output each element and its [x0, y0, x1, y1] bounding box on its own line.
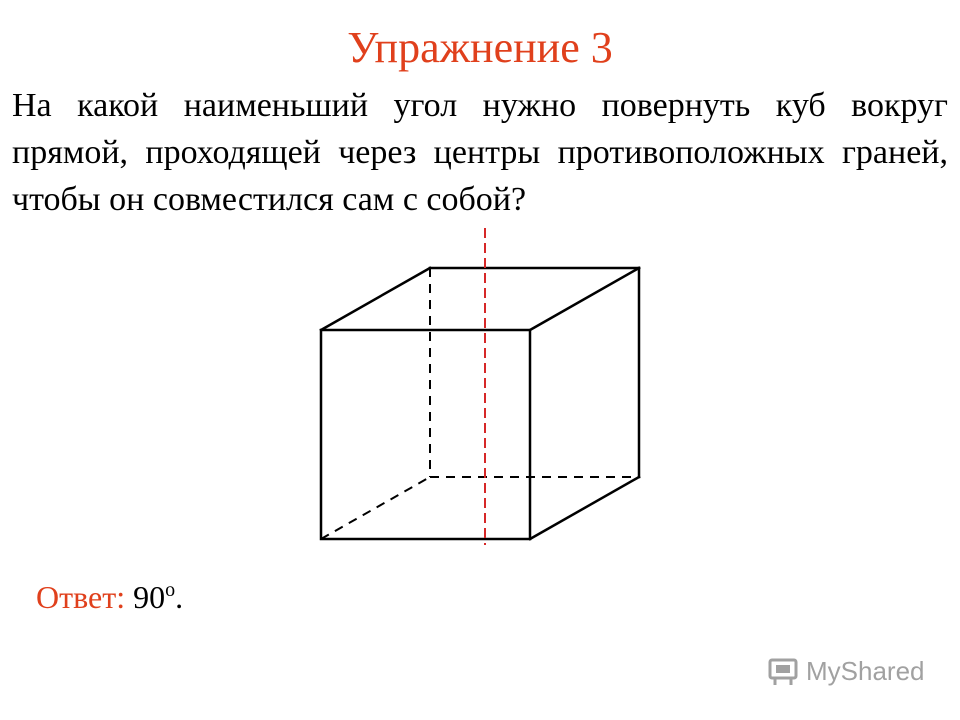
answer-degree-sign: o	[165, 579, 176, 601]
watermark	[766, 655, 925, 687]
cube-top-right-edge	[530, 268, 639, 330]
cube-bottom-right-edge	[530, 477, 639, 539]
question-text: На какой наименьший угол нужно повернуть куб вокруг прямой, проходящей через центры противоположных граней, чтобы он совместился сам с собой?	[12, 87, 948, 218]
mysshared-logo-icon	[766, 655, 800, 687]
cube-front-face	[321, 330, 530, 539]
answer	[36, 570, 183, 617]
answer-value: 90	[133, 579, 166, 615]
cube-top-left-edge	[321, 268, 430, 330]
answer-label: Ответ:	[36, 579, 126, 615]
watermark-text: MyShared	[806, 655, 925, 686]
cube-hidden-diagonal-edge	[321, 477, 430, 539]
answer-period: .	[175, 579, 184, 615]
slide-title: Упражнение 3	[347, 23, 613, 72]
